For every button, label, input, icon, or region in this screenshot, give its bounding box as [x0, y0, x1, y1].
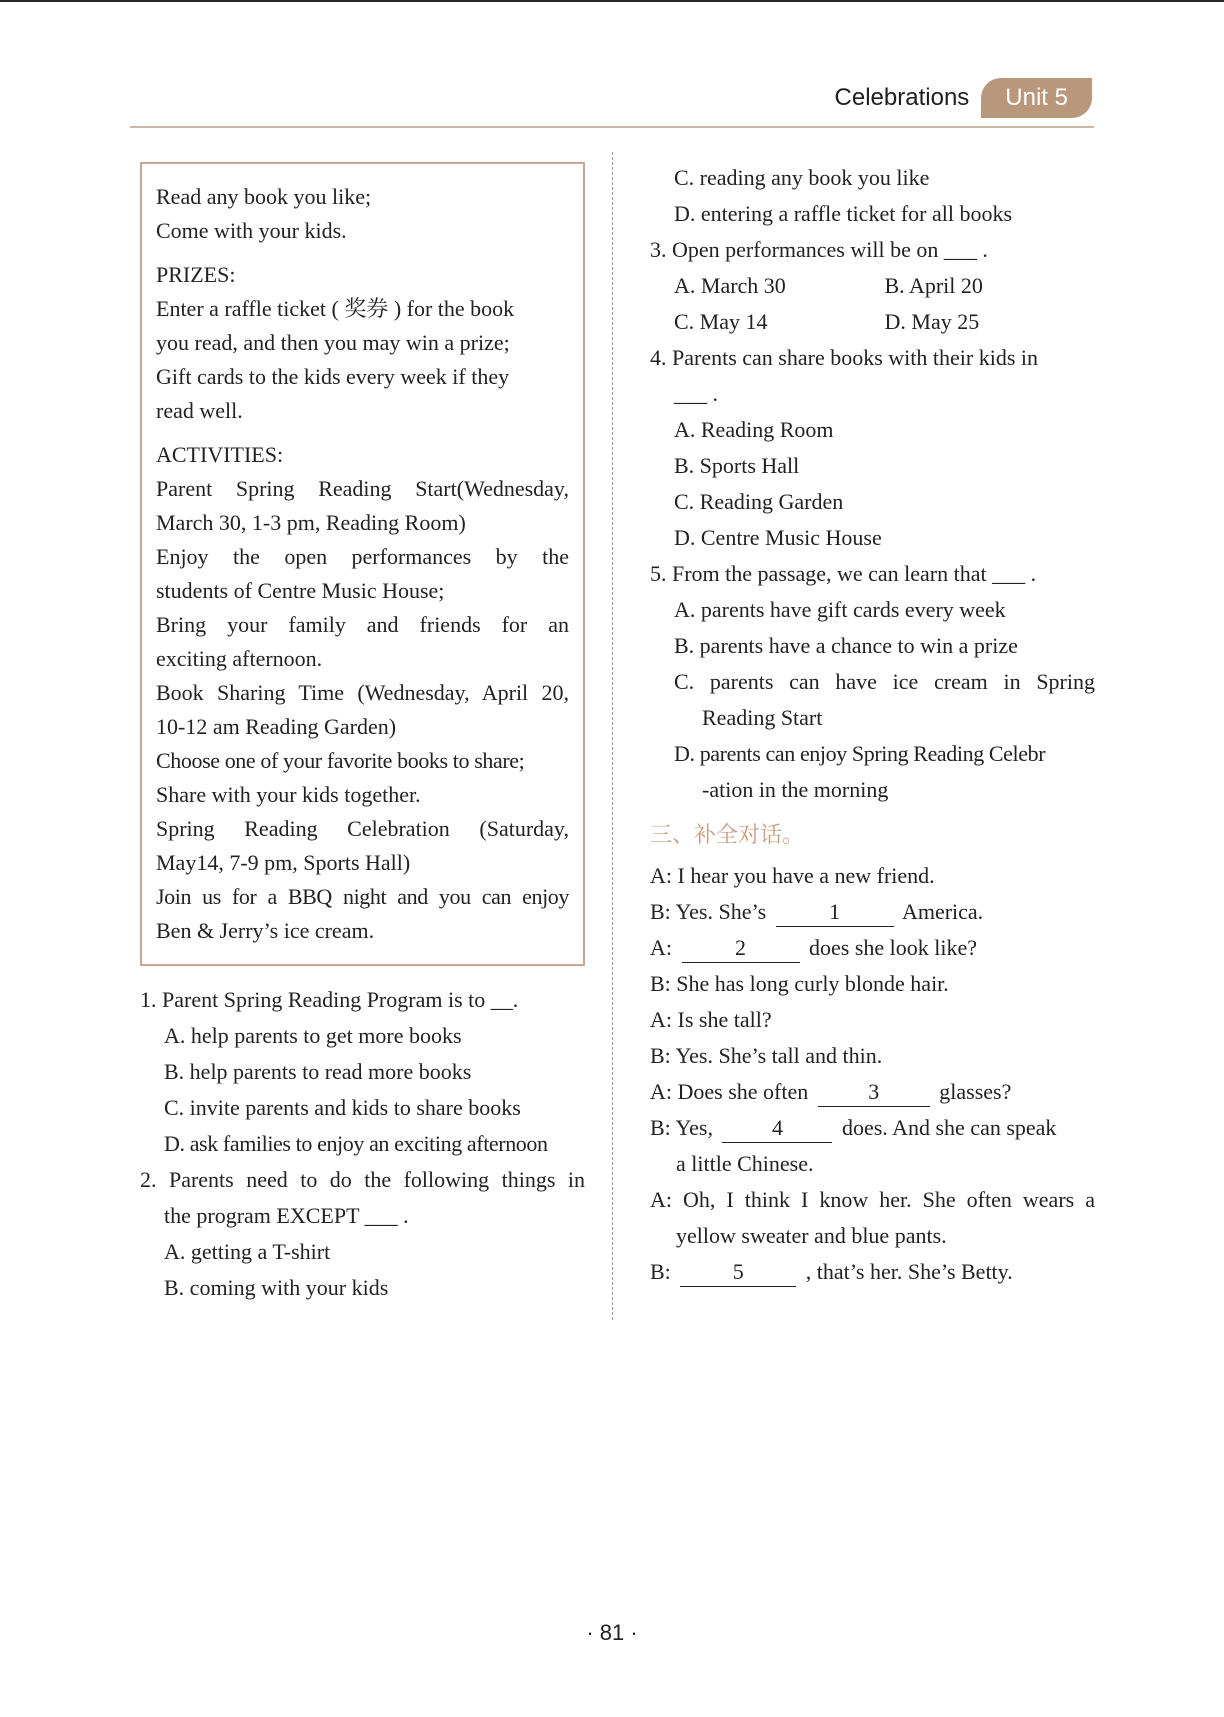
- option-cont: Reading Start: [702, 705, 823, 730]
- question-2: 2. Parents need to do the following things in: [140, 1167, 585, 1192]
- option: A. getting a T-shirt: [164, 1239, 331, 1264]
- column-divider: [612, 152, 613, 1320]
- box-line: Ben & Jerry’s ice cream.: [156, 918, 375, 943]
- dialogue-line: B: Yes. She’s tall and thin.: [650, 1043, 883, 1068]
- dialogue-line: B: She has long curly blonde hair.: [650, 971, 949, 996]
- box-line: exciting afternoon.: [156, 646, 323, 671]
- box-line: Spring Reading Celebration (Saturday,: [156, 816, 569, 841]
- question-list: [140, 982, 585, 1306]
- option: C. parents can have ice cream in Spring: [674, 669, 1095, 694]
- box-line: Book Sharing Time (Wednesday, April 20,: [156, 680, 569, 705]
- option: A. March 30: [674, 273, 786, 298]
- dialogue-line: A: I hear you have a new friend.: [650, 863, 935, 888]
- dialogue-line: A: Is she tall?: [650, 1007, 772, 1032]
- option: B. help parents to read more books: [164, 1059, 472, 1084]
- dialogue-text: A:: [650, 935, 672, 960]
- box-line: students of Centre Music House;: [156, 578, 445, 603]
- option: A. help parents to get more books: [164, 1023, 462, 1048]
- dialogue-text: B: Yes. She’s: [650, 899, 767, 924]
- dialogue-text: B:: [650, 1259, 671, 1284]
- box-line: Gift cards to the kids every week if they: [156, 364, 510, 389]
- option: A. parents have gift cards every week: [674, 597, 1006, 622]
- option: A. Reading Room: [674, 417, 834, 442]
- option: D. May 25: [884, 309, 980, 334]
- option: C. reading any book you like: [674, 165, 930, 190]
- option: D. entering a raffle ticket for all books: [674, 201, 1013, 226]
- options-row: [674, 268, 1095, 304]
- blank-3: 3: [818, 1078, 930, 1107]
- question-3: 3. Open performances will be on ___ .: [650, 237, 988, 262]
- blank-1: 1: [776, 898, 894, 927]
- dialogue-line-cont: yellow sweater and blue pants.: [676, 1223, 947, 1248]
- box-line: Bring your family and friends for an: [156, 612, 569, 637]
- header-title: Celebrations: [834, 84, 970, 111]
- question-5: 5. From the passage, we can learn that ___ .: [650, 561, 1037, 586]
- question-4: 4. Parents can share books with their kids in: [650, 345, 1038, 370]
- option: B. parents have a chance to win a prize: [674, 633, 1018, 658]
- box-line: Enter a raffle ticket ( 奖券 ) for the book: [156, 296, 515, 321]
- dialogue-text: does. And she can speak: [841, 1115, 1057, 1140]
- option: D. ask families to enjoy an exciting afternoon: [164, 1131, 548, 1156]
- option: B. Sports Hall: [674, 453, 800, 478]
- box-line: 10-12 am Reading Garden): [156, 714, 397, 739]
- blank-4: 4: [722, 1114, 832, 1143]
- dialogue-text: B: Yes,: [650, 1115, 713, 1140]
- option: B. coming with your kids: [164, 1275, 389, 1300]
- unit-badge: Unit 5: [981, 78, 1092, 118]
- dialogue-line: [650, 1110, 1095, 1146]
- box-line: Come with your kids.: [156, 218, 347, 243]
- option: D. parents can enjoy Spring Reading Celebr: [674, 741, 1046, 766]
- option: D. Centre Music House: [674, 525, 882, 550]
- activities-heading: ACTIVITIES:: [156, 442, 284, 467]
- dialogue-text: , that’s her. She’s Betty.: [805, 1259, 1013, 1284]
- page-header: [835, 78, 1092, 118]
- page-number: · 81 ·: [586, 1620, 638, 1645]
- dialogue-line-cont: a little Chinese.: [676, 1151, 814, 1176]
- question-1: 1. Parent Spring Reading Program is to __.: [140, 987, 519, 1012]
- question-2-cont: the program EXCEPT ___ .: [164, 1203, 409, 1228]
- dialogue-line: [650, 1254, 1095, 1290]
- dialogue-text: glasses?: [939, 1079, 1012, 1104]
- option: C. May 14: [674, 309, 768, 334]
- option: C. invite parents and kids to share books: [164, 1095, 521, 1120]
- dialogue-text: America.: [901, 899, 984, 924]
- options-row: [674, 304, 1095, 340]
- box-line: May14, 7-9 pm, Sports Hall): [156, 850, 411, 875]
- dialogue-text: does she look like?: [809, 935, 978, 960]
- option: B. April 20: [884, 273, 983, 298]
- box-line: Share with your kids together.: [156, 782, 421, 807]
- box-line: March 30, 1-3 pm, Reading Room): [156, 510, 466, 535]
- box-line: Choose one of your favorite books to share;: [156, 748, 525, 773]
- option-cont: -ation in the morning: [702, 777, 889, 802]
- box-line: Parent Spring Reading Start(Wednesday,: [156, 476, 569, 501]
- top-border: [0, 0, 1224, 2]
- dialogue-line: [650, 930, 1095, 966]
- header-rule: [130, 126, 1094, 128]
- box-line: read well.: [156, 398, 243, 423]
- box-line: Read any book you like;: [156, 184, 372, 209]
- option: C. Reading Garden: [674, 489, 844, 514]
- dialogue-line: [650, 894, 1095, 930]
- box-line: Enjoy the open performances by the: [156, 544, 569, 569]
- box-line: Join us for a BBQ night and you can enjoy: [156, 884, 569, 909]
- dialogue-line: A: Oh, I think I know her. She often wears a: [650, 1187, 1095, 1212]
- dialogue-text: A: Does she often: [650, 1079, 809, 1104]
- blank-5: 5: [680, 1258, 796, 1287]
- question-4-cont: ___ .: [674, 381, 718, 406]
- box-line: you read, and then you may win a prize;: [156, 330, 510, 355]
- section-title: 三、补全对话。: [650, 823, 805, 848]
- dialogue-line: [650, 1074, 1095, 1110]
- left-column: [140, 162, 585, 1306]
- right-column: [650, 160, 1095, 1290]
- prizes-heading: PRIZES:: [156, 262, 236, 287]
- notice-box: [140, 162, 585, 966]
- blank-2: 2: [682, 934, 800, 963]
